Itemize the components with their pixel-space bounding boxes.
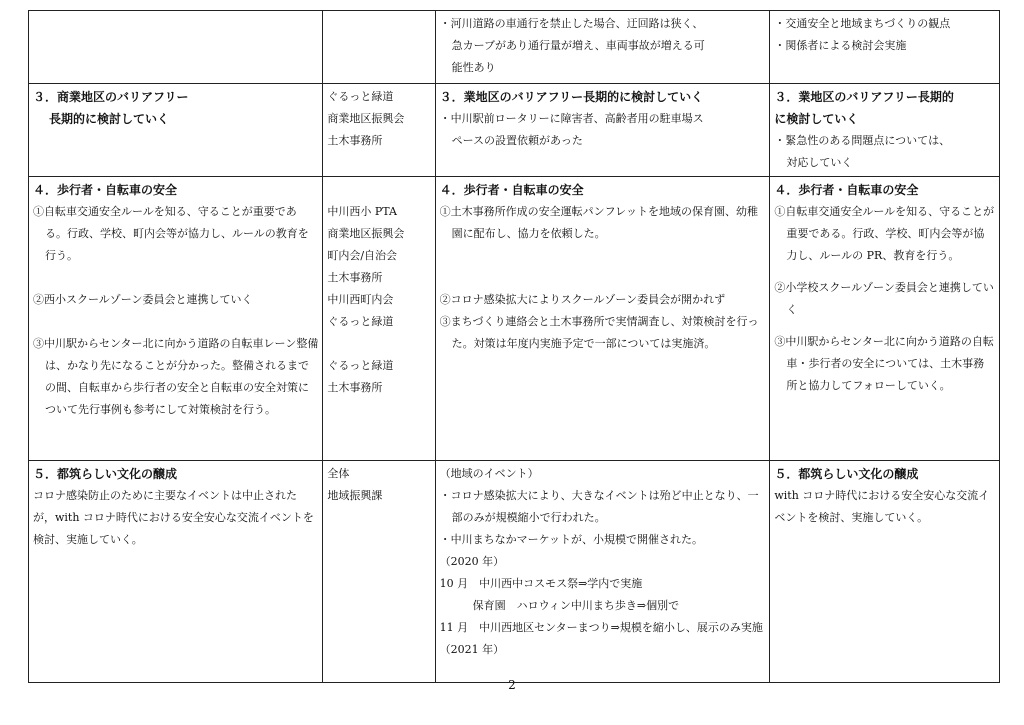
row5-b-line-1: 全体 [327, 467, 350, 480]
table-row-continuation [29, 11, 1000, 84]
cell-row5-b [323, 461, 435, 683]
row4-b-line-2: 商業地区振興会 [327, 227, 405, 240]
row4-d-title: ４．歩行者・自転車の安全 [774, 183, 919, 197]
page-number: 2 [508, 678, 516, 692]
row3-d-title-2: に検討していく [774, 112, 859, 126]
row5-c-line-1: 10 月 中川西中コスモス祭⇒学内で実施 [439, 577, 643, 590]
row3-b-line-2: 商業地区振興会 [327, 112, 405, 125]
table-row-5 [29, 461, 1000, 683]
row4-d-item-3: ③中川駅からセンター北に向かう道路の自転車・歩行者の安全については、土木事務所と協力してフォローしていく。 [774, 335, 994, 392]
row4-c-title: ４．歩行者・自転車の安全 [439, 183, 584, 197]
row5-b-line-2: 地域振興課 [327, 489, 383, 502]
cell-row4-b [323, 177, 435, 461]
row4-b-line-4: 土木事務所 [327, 271, 383, 284]
row4-a-item-1: ①自転車交通安全ルールを知る、守ることが重要である。行政、学校、町内会等が協力し、ルールの教育を行う。 [33, 205, 309, 262]
row5-c-heading: （地域のイベント） [439, 467, 539, 480]
row5-d-text: with コロナ時代における安全安心な交流イベントを検討、実施していく。 [774, 489, 990, 524]
cell-row0-c [435, 11, 770, 84]
row3-a-title-2: 長期的に検討していく [49, 112, 170, 126]
row4-b-line-3: 町内会/自治会 [327, 249, 398, 262]
row4-b-line-8: 土木事務所 [327, 381, 383, 394]
row5-c-line-3: 11 月 中川西地区センターまつり⇒規模を縮小し、展示のみ実施 [439, 621, 763, 634]
row4-b-line-7: ぐるっと緑道 [327, 359, 394, 372]
row5-c-line-2: 保育園 ハロウィン中川まち歩き⇒個別で [439, 599, 680, 612]
row4-d-item-2: ②小学校スクールゾーン委員会と連携していく [774, 281, 994, 316]
cell-row3-b [323, 84, 435, 177]
row3-d-title-1: ３．業地区のバリアフリー長期的 [774, 90, 954, 104]
cell-row0-d [770, 11, 1000, 84]
row4-a-title: ４．歩行者・自転車の安全 [33, 183, 178, 197]
row3-c-line-1: ・中川駅前ロータリーに障害者、高齢者用の駐車場ス [439, 112, 704, 125]
row5-d-title: ５．都筑らしい文化の醸成 [774, 467, 919, 481]
cell-row5-c [435, 461, 770, 683]
row4-c-item-1: ①土木事務所作成の安全運転パンフレットを地域の保育園、幼稚園に配布し、協力を依頼した。 [439, 205, 759, 240]
row0-c-line-1: ・河川道路の車通行を禁止した場合、迂回路は狭く、 [439, 17, 704, 30]
table-row-4 [29, 177, 1000, 461]
row3-b-line-3: 土木事務所 [327, 134, 383, 147]
row4-b-line-1: 中川西小 PTA [327, 205, 397, 218]
row4-b-line-6: ぐるっと緑道 [327, 315, 394, 328]
table-row-3 [29, 84, 1000, 177]
row4-a-item-3: ③中川駅からセンター北に向かう道路の自転車レーン整備は、かなり先になることが分かった。整備されるまでの間、自転車から歩行者の安全と自転車の安全対策について先行事例も参考にして対策検討を行う。 [33, 337, 319, 416]
row0-d-line-2: ・関係者による検討会実施 [774, 39, 907, 52]
cell-row4-d [770, 177, 1000, 461]
cell-row3-a [29, 84, 323, 177]
row4-d-item-1: ①自転車交通安全ルールを知る、守ることが重要である。行政、学校、町内会等が協力し、ルールの PR、教育を行う。 [774, 205, 995, 262]
row4-a-item-2: ②西小スクールゾーン委員会と連携していく [33, 293, 253, 306]
row5-a-title: ５．都筑らしい文化の醸成 [33, 467, 178, 481]
row5-c-year-1: （2020 年） [439, 555, 505, 568]
cell-row0-a [29, 11, 323, 84]
row3-b-line-1: ぐるっと緑道 [327, 90, 394, 103]
cell-row4-c [435, 177, 770, 461]
row0-c-line-3: 能性あり [451, 61, 496, 74]
cell-row3-c [435, 84, 770, 177]
row3-c-line-2: ペースの設置依頼があった [451, 134, 583, 147]
row4-c-item-2: ②コロナ感染拡大によりスクールゾーン委員会が開かれず [439, 293, 726, 306]
row0-d-line-1: ・交通安全と地域まちづくりの観点 [774, 17, 951, 30]
cell-row5-d [770, 461, 1000, 683]
row5-a-text: コロナ感染防止のために主要なイベントは中止されたが，with コロナ時代における安全安心な交流イベントを検討、実施していく。 [33, 489, 314, 546]
row4-c-item-3: ③まちづくり連絡会と土木事務所で実情調査し、対策検討を行った。対策は年度内実施予定で一部については実施済。 [439, 315, 759, 350]
row3-d-line-2: 対応していく [786, 156, 853, 169]
cell-row5-a [29, 461, 323, 683]
cell-row3-d [770, 84, 1000, 177]
row5-c-item-1: ・コロナ感染拡大により、大きなイベントは殆ど中止となり、一部のみが規模縮小で行われた。 [439, 489, 759, 524]
row5-c-item-2: ・中川まちなかマーケットが、小規模で開催された。 [439, 533, 704, 546]
row0-c-line-2: 急カーブがあり通行量が増え、車両事故が増える可 [451, 39, 705, 52]
row5-c-year-2: （2021 年） [439, 643, 505, 656]
document-table [28, 10, 1000, 683]
row4-b-line-5: 中川西町内会 [327, 293, 394, 306]
cell-row0-b [323, 11, 435, 84]
row3-c-title: ３．業地区のバリアフリー長期的に検討していく [439, 90, 704, 104]
row3-a-title-1: ３．商業地区のバリアフリー [33, 90, 189, 104]
cell-row4-a [29, 177, 323, 461]
row3-d-line-1: ・緊急性のある問題点については、 [774, 134, 951, 147]
